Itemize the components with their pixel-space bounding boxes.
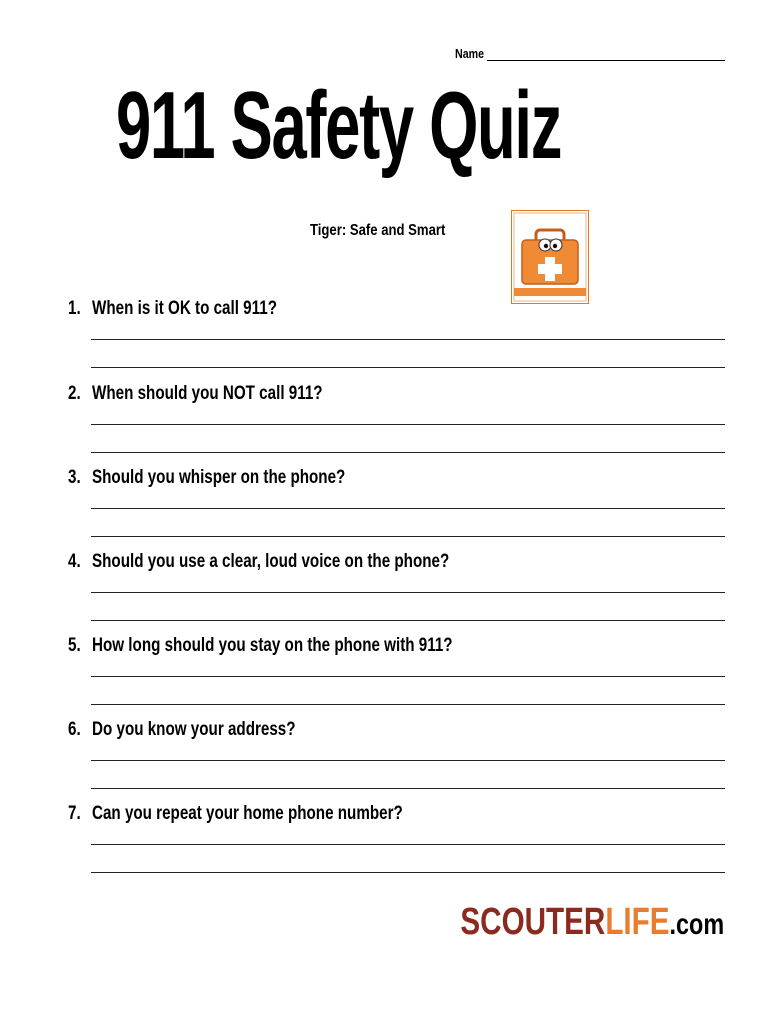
brand-scouter: SCOUTER bbox=[460, 901, 606, 943]
answer-line[interactable] bbox=[91, 760, 725, 761]
subtitle: Tiger: Safe and Smart bbox=[310, 222, 446, 239]
question-label: Do you know your address? bbox=[92, 719, 296, 740]
question-2 bbox=[68, 383, 728, 467]
question-6 bbox=[68, 719, 728, 803]
question-number: 2. bbox=[68, 383, 81, 404]
name-field[interactable] bbox=[455, 46, 725, 62]
question-5 bbox=[68, 635, 728, 719]
question-number: 5. bbox=[68, 635, 81, 656]
first-aid-kit-icon bbox=[511, 210, 589, 304]
question-text bbox=[68, 551, 449, 573]
question-text bbox=[68, 383, 323, 405]
question-label: When is it OK to call 911? bbox=[92, 298, 277, 319]
answer-line[interactable] bbox=[91, 844, 725, 845]
question-text bbox=[68, 298, 277, 320]
answer-line[interactable] bbox=[91, 536, 725, 537]
question-text bbox=[68, 635, 453, 657]
question-3 bbox=[68, 467, 728, 551]
answer-line[interactable] bbox=[91, 592, 725, 593]
question-text bbox=[68, 467, 345, 489]
question-number: 3. bbox=[68, 467, 81, 488]
name-label: Name bbox=[455, 46, 485, 61]
question-label: When should you NOT call 911? bbox=[92, 383, 323, 404]
scouterlife-logo bbox=[460, 903, 724, 941]
question-number: 6. bbox=[68, 719, 81, 740]
question-number: 7. bbox=[68, 803, 81, 824]
question-7 bbox=[68, 803, 728, 887]
page-title: 911 Safety Quiz bbox=[116, 72, 562, 179]
question-text bbox=[68, 719, 296, 741]
brand-life: LIFE bbox=[605, 901, 670, 943]
question-number: 1. bbox=[68, 298, 81, 319]
answer-line[interactable] bbox=[91, 508, 725, 509]
question-text bbox=[68, 803, 403, 825]
question-1 bbox=[68, 298, 728, 382]
answer-line[interactable] bbox=[91, 704, 725, 705]
answer-line[interactable] bbox=[91, 367, 725, 368]
question-number: 4. bbox=[68, 551, 81, 572]
question-label: Can you repeat your home phone number? bbox=[92, 803, 403, 824]
answer-line[interactable] bbox=[91, 424, 725, 425]
name-underline[interactable] bbox=[487, 60, 725, 61]
question-label: How long should you stay on the phone with 911? bbox=[92, 635, 453, 656]
answer-line[interactable] bbox=[91, 339, 725, 340]
question-4 bbox=[68, 551, 728, 635]
answer-line[interactable] bbox=[91, 788, 725, 789]
question-label: Should you whisper on the phone? bbox=[92, 467, 346, 488]
brand-com: .com bbox=[669, 908, 724, 941]
question-label: Should you use a clear, loud voice on the phone? bbox=[92, 551, 450, 572]
answer-line[interactable] bbox=[91, 620, 725, 621]
answer-line[interactable] bbox=[91, 452, 725, 453]
answer-line[interactable] bbox=[91, 676, 725, 677]
answer-line[interactable] bbox=[91, 872, 725, 873]
